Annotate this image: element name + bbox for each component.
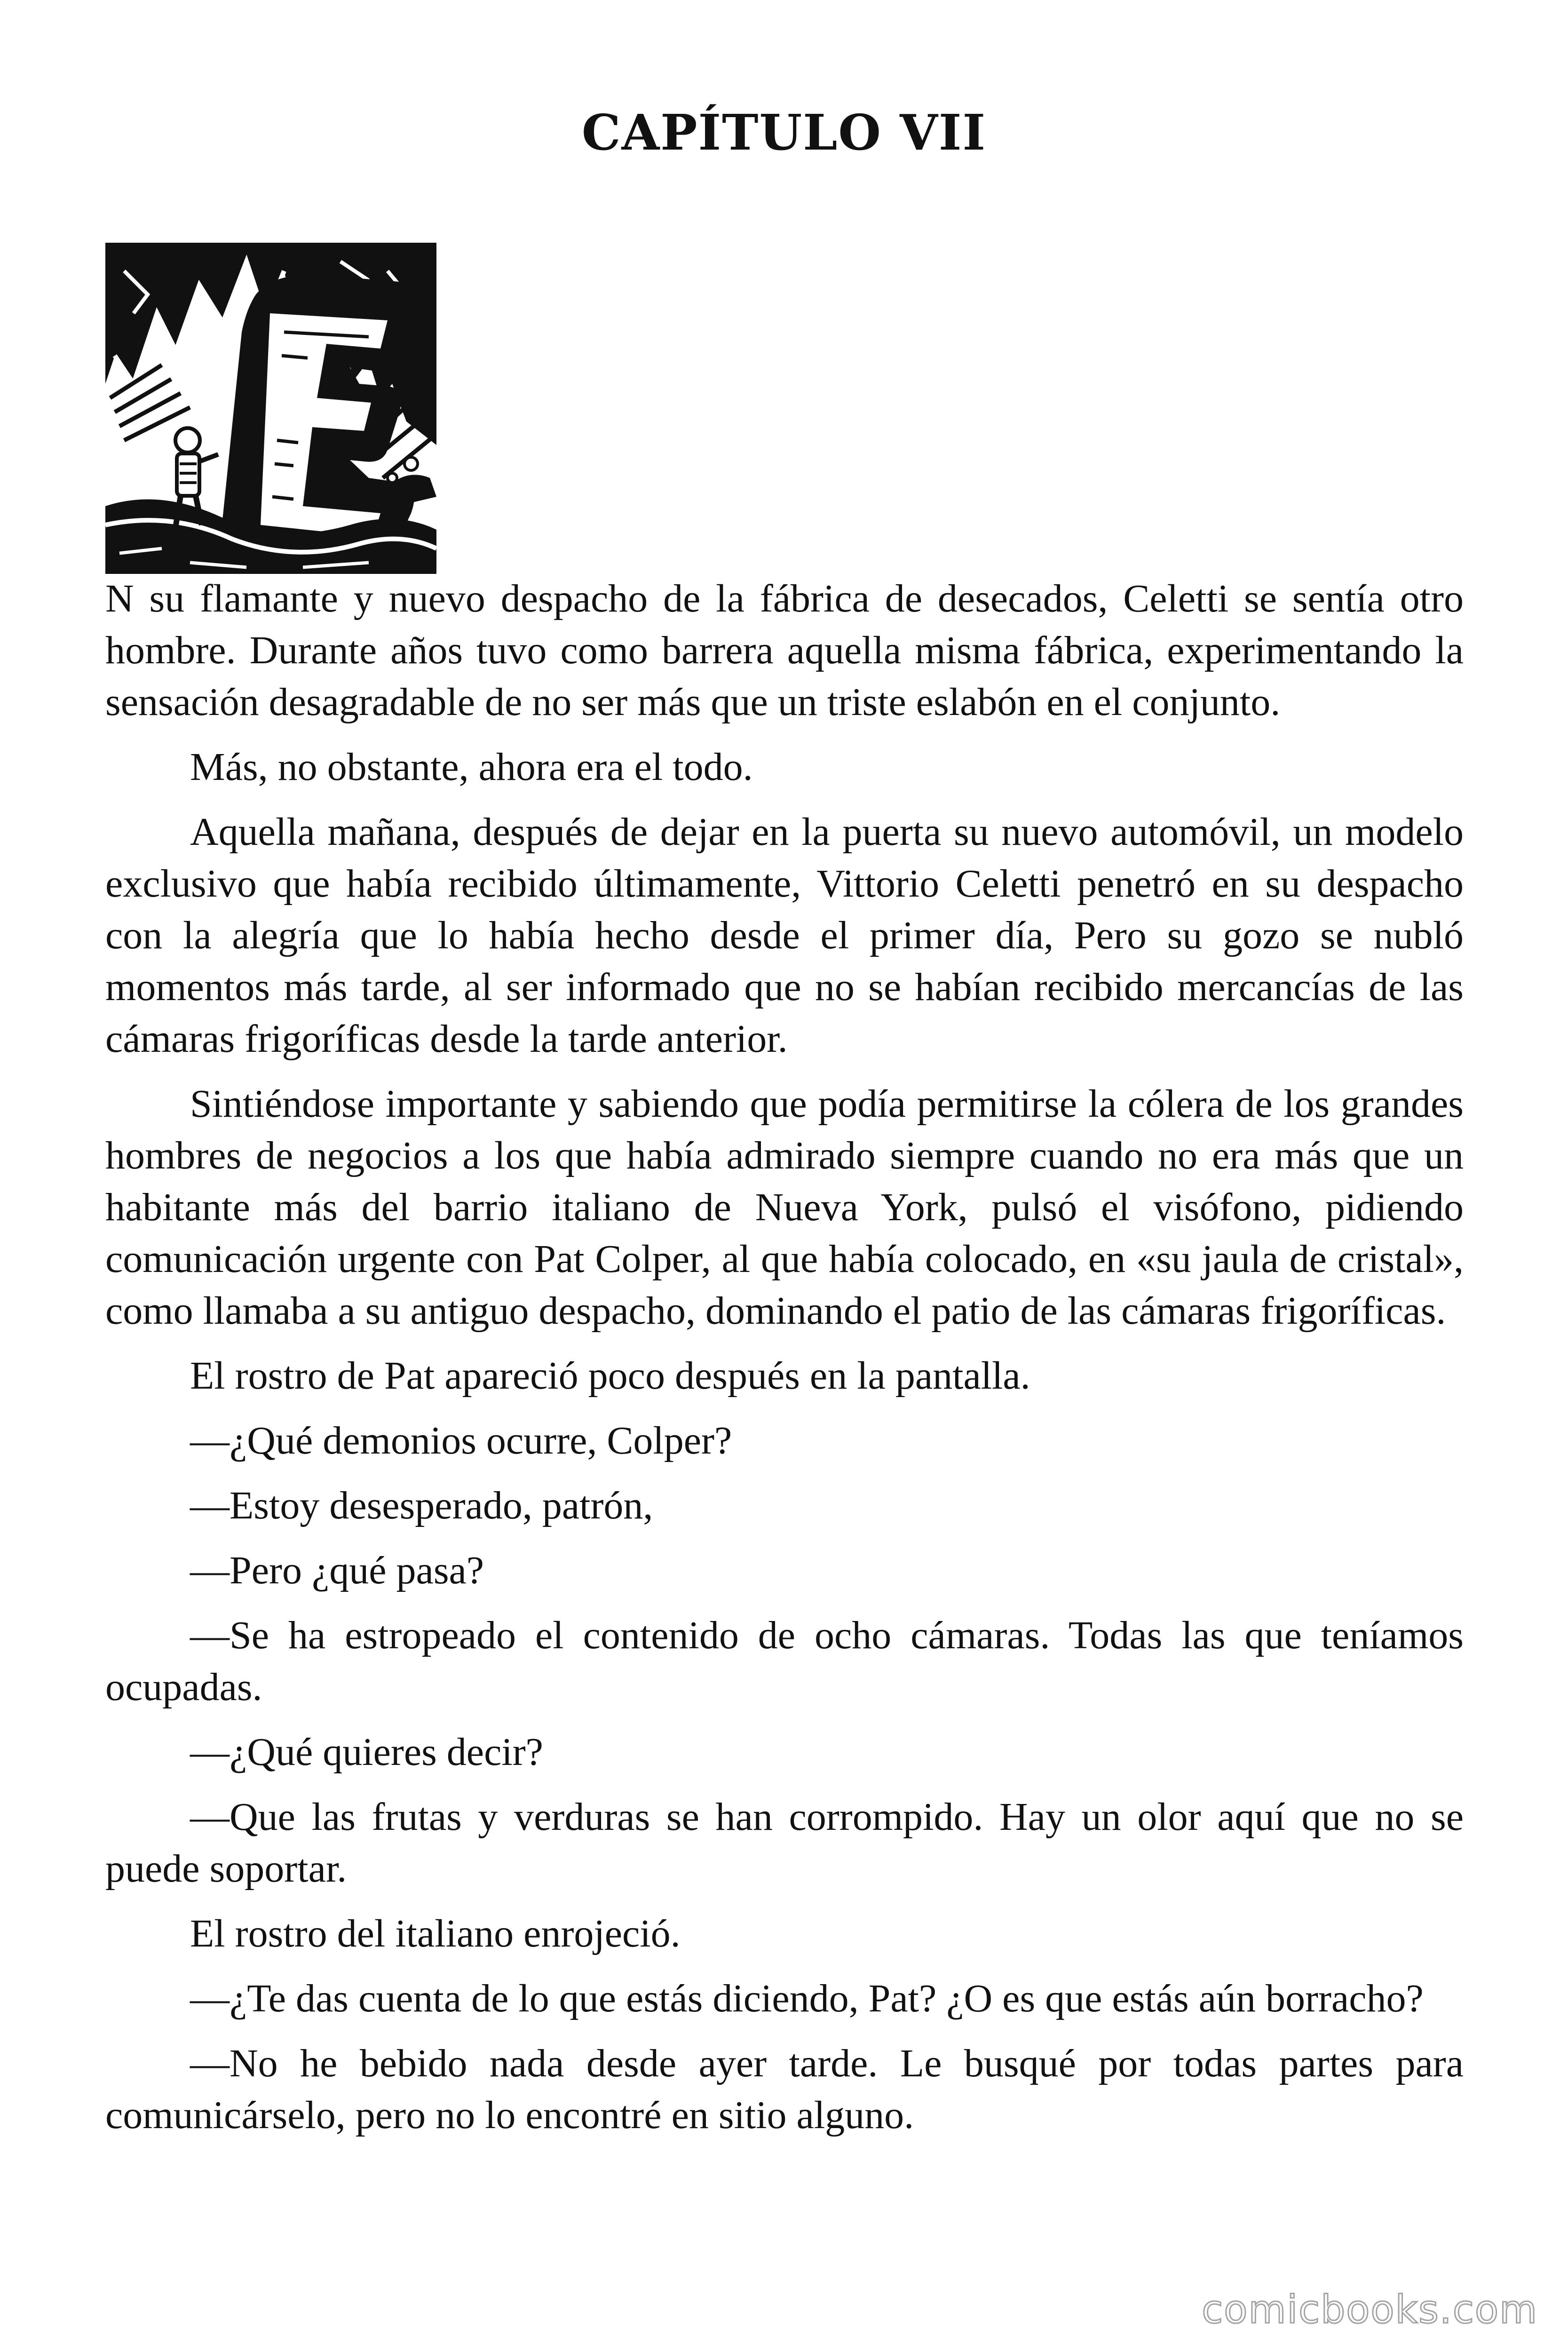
dialogue-line: —Se ha estropeado el contenido de ocho cámaras. Todas las que teníamos ocupadas. [105,1613,1464,1709]
dialogue-line: —Pero ¿qué pasa? [190,1549,484,1592]
paragraph: Aquella mañana, después de dejar en la puerta su nuevo automóvil, un modelo exclusivo que había recibido últimamente, Vittorio Celetti penetró en su despacho con la alegría que lo había hecho desde el primer día, Pero su gozo se nubló momentos más tarde, al ser informado que no se habían recibido mercancías de las cámaras frigoríficas desde la tarde anterior. [105,810,1464,1061]
paragraph: El rostro de Pat apareció poco después en la pantalla. [190,1354,1030,1398]
paragraph: El rostro del italiano enrojeció. [190,1912,681,1955]
paragraph: Más, no obstante, ahora era el todo. [190,745,753,789]
dialogue-line: —¿Qué demonios ocurre, Colper? [190,1419,732,1462]
dialogue-line: —¿Qué quieres decir? [190,1730,543,1774]
chapter-body [105,573,1464,2154]
chapter-title: CAPÍTULO VII [581,103,987,161]
dialogue-line: —No he bebido nada desde ayer tarde. Le busqué por todas partes para comunicárselo, pero no lo encontré en sitio alguno. [105,2042,1464,2137]
watermark: comicbooks.com [1202,2288,1538,2332]
illustrated-dropcap-e-icon [105,243,436,574]
dialogue-line: —Que las frutas y verduras se han corrompido. Hay un olor aquí que no se puede soportar. [105,1795,1464,1891]
dialogue-line: —¿Te das cuenta de lo que estás diciendo, Pat? ¿O es que estás aún borracho? [190,1977,1424,2020]
paragraph: N su flamante y nuevo despacho de la fábrica de desecados, Celetti se sentía otro hombre. Durante años tuvo como barrera aquella misma fábrica, experimentando la sensación desagradable de no ser más que un triste eslabón en el conjunto. [105,577,1464,724]
paragraph: Sintiéndose importante y sabiendo que podía permitirse la cólera de los grandes hombres de negocios a los que había admirado siempre cuando no era más que un habitante más del barrio italiano de Nueva York, pulsó el visófono, pidiendo comunicación urgente con Pat Colper, al que había colocado, en «su jaula de cristal», como llamaba a su antiguo despacho, dominando el patio de las cámaras frigoríficas. [105,1082,1464,1333]
dialogue-line: —Estoy desesperado, patrón, [190,1484,653,1527]
